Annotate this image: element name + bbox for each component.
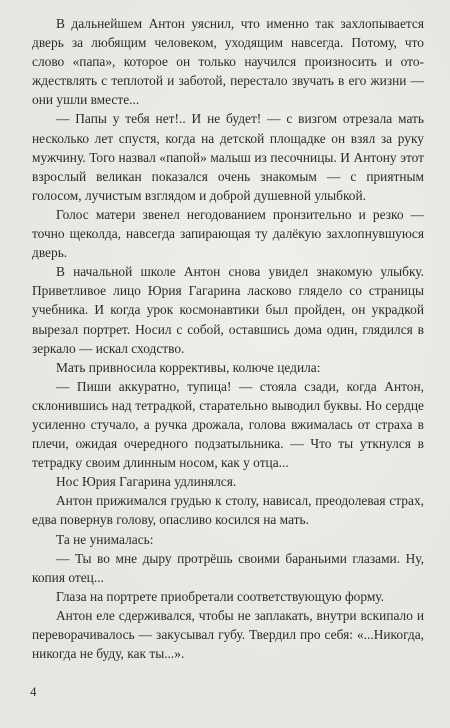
- paragraph: Мать привносила коррективы, колюче цедила:: [56, 359, 321, 375]
- paragraph: В дальнейшем Антон уяснил, что именно так захлопывается дверь за любящим человеком, уходящим навсегда. Потому, что слово «папа», которое он только научился произносить и отождествлять с теплотой и заботой, перестало звучать в его жизни — они ушли вместе...: [32, 16, 424, 108]
- paragraph: В начальной школе Антон снова увидел знакомую улыбку. Приветливое лицо Юрия Гагарина ласково глядело со страницы учебника. И когда урок космонавтики был пройден, он украдкой вырезал портрет. Носил с собой, оставшись дома один, глядился в зеркало — искал сходство.: [32, 264, 424, 356]
- paragraph: Антон еле сдерживался, чтобы не заплакать, внутри вскипало и переворачивалось — закусывал губу. Твердил про себя: «...Никогда, никогда не буду, как ты...».: [32, 607, 424, 662]
- paragraph: — Папы у тебя нет!.. И не будет! — с визгом отрезала мать несколько лет спустя, когда на детской площадке он взял за руку мужчину. Того назвал «папой» малыш из песочницы. И Антону этот взрослый великан показался очень знакомым — с приятным голосом, лучистым взглядом и доброй душевной улыбкой.: [32, 111, 424, 203]
- paragraph: — Пиши аккуратно, тупица! — стояла сзади, когда Антон, склонившись над тетрадкой, старательно выводил буквы. Но сердце усиленно стучало, а ручка дрожала, голова вжималась от страха в плечи, ожидая очередного подзатыльника. — Что ты уткнулся в тетрадку своим длинным носом, как у отца...: [32, 378, 424, 471]
- paragraph: Голос матери звенел негодованием пронзительно и резко — точно щеколда, навсегда запирающая ту далёкую захлопнувшуюся дверь.: [32, 206, 424, 261]
- page-number: 4: [30, 684, 37, 699]
- paragraph: Глаза на портрете приобретали соответствующую форму.: [56, 588, 384, 604]
- paragraph: Антон прижимался грудью к столу, нависал, преодолевая страх, едва повернув голову, опасливо косился на мать.: [32, 493, 424, 528]
- paragraph: Нос Юрия Гагарина удлинялся.: [56, 474, 237, 490]
- body-text: [32, 14, 424, 663]
- paragraph: — Ты во мне дыру протрёшь своими бараньими глазами. Ну, копия отец...: [32, 550, 424, 585]
- paragraph: Та не унималась:: [56, 531, 154, 547]
